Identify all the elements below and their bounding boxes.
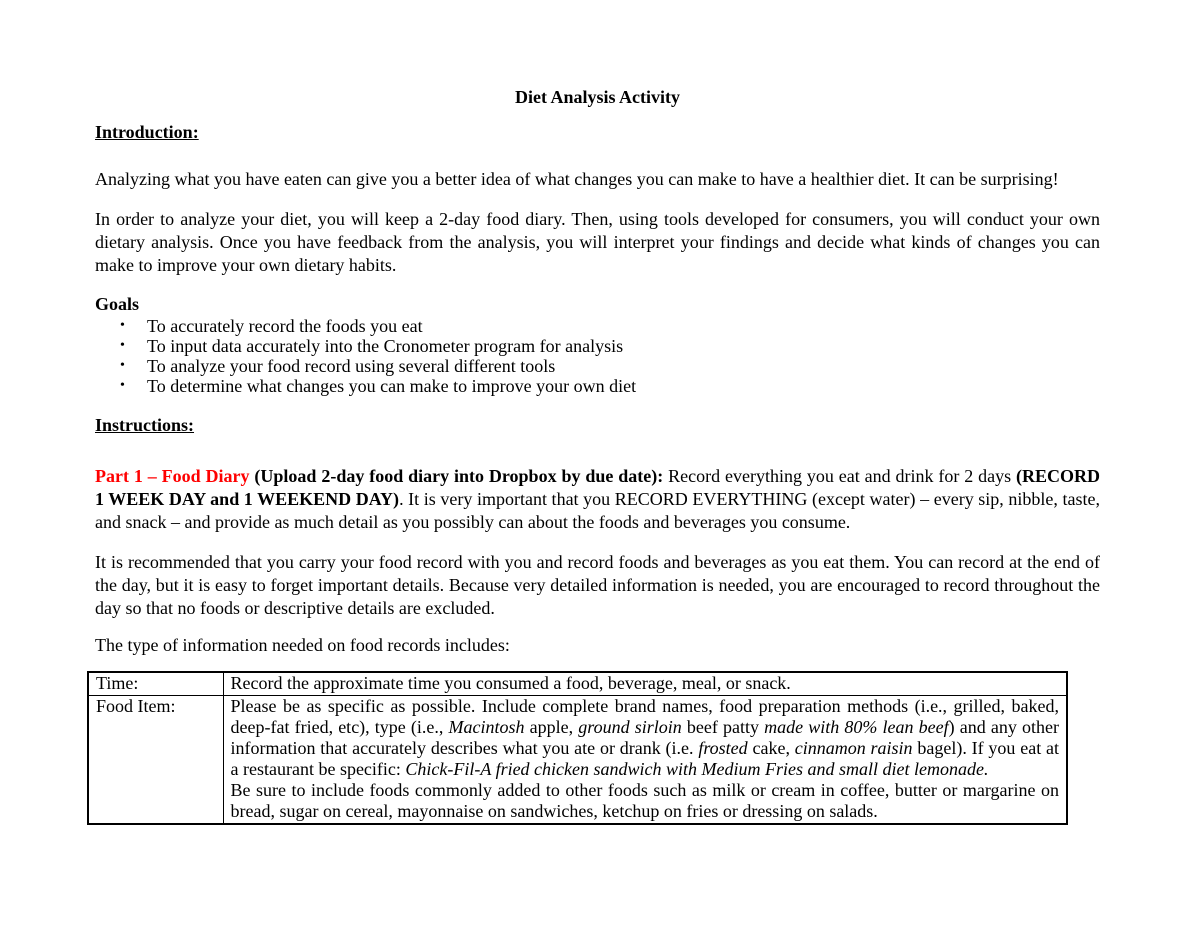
time-label-cell: Time: xyxy=(88,672,223,696)
food-item-desc-cell xyxy=(223,696,1067,825)
intro-paragraph-2: In order to analyze your diet, you will keep a 2-day food diary. Then, using tools developed for consumers, you will conduct your own dietary analysis. Once you have feedback from the analysis, you will interpret your findings and decide what kinds of changes you can make to improve your own dietary habits. xyxy=(95,209,1100,275)
instructions-heading: Instructions: xyxy=(95,415,195,435)
food-item-run: beef patty xyxy=(681,717,765,737)
bullet-icon: • xyxy=(120,378,125,393)
food-item-run: cake, xyxy=(747,738,795,758)
part1-paragraph-2: It is recommended that you carry your food record with you and record foods and beverages as you eat them. You can record at the end of the day, but it is easy to forget important details. Because very detailed information is needed, you are encouraged to record throughout the day so that no foods or descriptive details are excluded. xyxy=(95,552,1100,618)
goal-item-label: To determine what changes you can make to improve your own diet xyxy=(147,376,637,396)
goal-item xyxy=(95,376,1100,396)
document-title: Diet Analysis Activity xyxy=(515,87,680,107)
goal-item-label: To accurately record the foods you eat xyxy=(147,316,423,336)
goal-item-label: To input data accurately into the Cronometer program for analysis xyxy=(147,336,624,356)
goal-item-label: To analyze your food record using several different tools xyxy=(147,356,556,376)
food-item-run-italic: cinnamon raisin xyxy=(794,738,913,758)
food-item-run: ) and any other information that accurately describes what you ate or drank (i.e. xyxy=(230,717,1059,758)
goal-item xyxy=(95,356,1100,376)
bullet-icon: • xyxy=(120,338,125,353)
introduction-heading: Introduction: xyxy=(95,122,199,142)
goal-item xyxy=(95,336,1100,356)
food-item-run-italic: Macintosh xyxy=(448,717,525,737)
part1-body-text-2: . It is very important that you RECORD EVERYTHING (except water) – every sip, nibble, taste, and snack – and provide as much detail as you possibly can about the foods and beverages you consume. xyxy=(95,489,1100,532)
bullet-icon: • xyxy=(120,358,125,373)
bullet-icon: • xyxy=(120,318,125,333)
food-item-run-italic: ground sirloin xyxy=(578,717,682,737)
part1-paragraph xyxy=(95,465,1100,534)
food-item-run: bagel). If you eat at a restaurant be specific: xyxy=(230,738,1059,779)
goals-list xyxy=(95,316,1100,396)
food-item-run-italic: made with 80% lean beef xyxy=(764,717,949,737)
part1-title: Part 1 – Food Diary xyxy=(95,466,250,486)
food-item-run-italic: frosted xyxy=(698,738,748,758)
food-item-label-cell: Food Item: xyxy=(88,696,223,825)
part1-paragraph-3: The type of information needed on food records includes: xyxy=(95,635,510,655)
time-desc-cell: Record the approximate time you consumed a food, beverage, meal, or snack. xyxy=(223,672,1067,696)
part1-upload-note: (Upload 2-day food diary into Dropbox by due date): xyxy=(249,466,669,486)
food-item-run: Please be as specific as possible. Include complete brand names, food preparation methods (i.e., grilled, baked, deep-fat fried, etc), type (i.e., xyxy=(230,696,1059,737)
goal-item xyxy=(95,316,1100,336)
food-item-line-2: Be sure to include foods commonly added to other foods such as milk or cream in coffee, butter or margarine on bread, sugar on cereal, mayonnaise on sandwiches, ketchup on fries or dressing on salads. xyxy=(230,780,1059,821)
table-row-time xyxy=(88,672,1067,696)
food-item-run-italic: Chick-Fil-A fried chicken sandwich with Medium Fries and small diet lemonade. xyxy=(405,759,989,779)
table-row-food-item xyxy=(88,696,1067,825)
intro-paragraph-1: Analyzing what you have eaten can give you a better idea of what changes you can make to have a healthier diet. It can be surprising! xyxy=(95,169,1059,189)
food-records-table xyxy=(87,671,1068,825)
part1-body-text-1: Record everything you eat and drink for 2 days xyxy=(668,466,1016,486)
part1-record-days-bold: (RECORD 1 WEEK DAY and 1 WEEKEND DAY) xyxy=(95,466,1100,509)
food-item-run: apple, xyxy=(524,717,579,737)
goals-heading: Goals xyxy=(95,294,140,314)
document-content xyxy=(95,0,1100,825)
